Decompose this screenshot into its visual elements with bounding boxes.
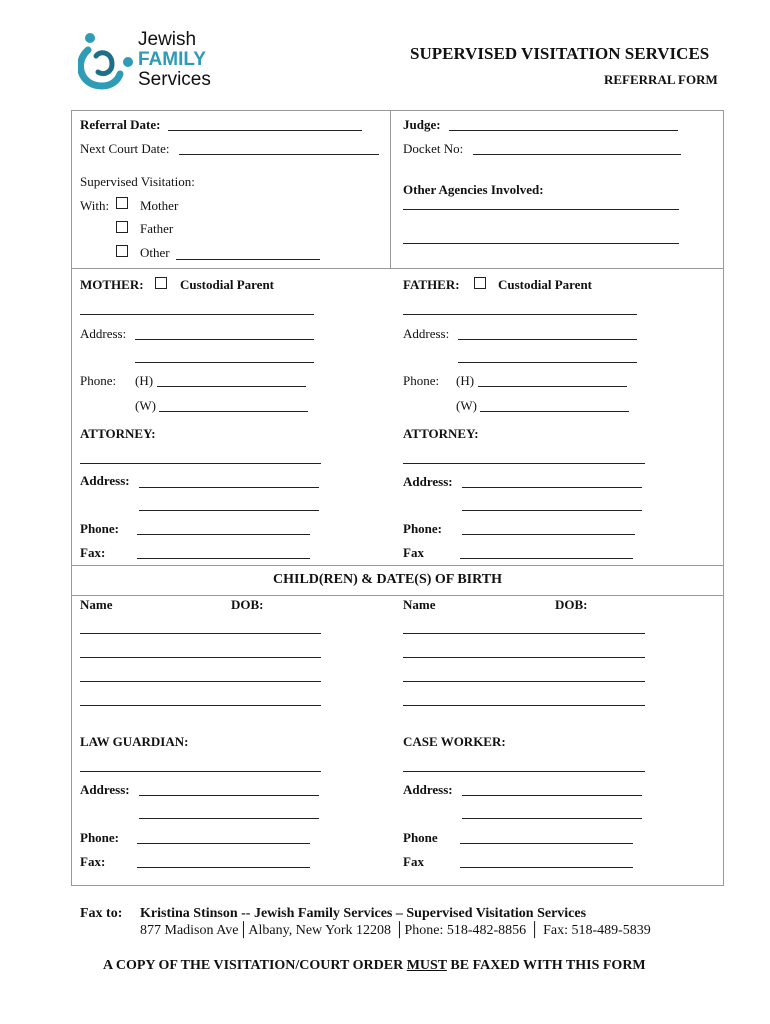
mother-address-field[interactable] [135, 362, 314, 363]
case-worker-field[interactable] [403, 771, 645, 772]
father-attorney-field[interactable] [403, 463, 645, 464]
mother-home-label: (H) [135, 373, 154, 388]
law-guardian-fax-label: Fax: [80, 854, 106, 869]
child-entry-field[interactable] [403, 657, 645, 658]
mother-attorney-fax-field[interactable] [137, 558, 310, 559]
form-title: SUPERVISED VISITATION SERVICES [410, 44, 710, 63]
father-attorney-address-field[interactable] [462, 487, 642, 488]
case-worker-phone-label: Phone [403, 830, 438, 845]
next-court-date-label: Next Court Date: [80, 141, 170, 156]
father-work-phone-field[interactable] [480, 411, 629, 412]
father-home-phone-field[interactable] [478, 386, 627, 387]
father-address-field[interactable] [458, 362, 637, 363]
child-entry-field[interactable] [403, 681, 645, 682]
judge-label: Judge: [403, 117, 441, 132]
father-option-label: Father [140, 221, 174, 236]
judge-field[interactable] [449, 130, 678, 131]
mother-address-label: Address: [80, 326, 127, 341]
mother-attorney-field[interactable] [80, 463, 321, 464]
father-checkbox[interactable] [116, 221, 128, 233]
child-entry-field[interactable] [80, 633, 321, 634]
mother-attorney-label: ATTORNEY: [80, 426, 156, 441]
child-entry-field[interactable] [403, 705, 645, 706]
child-dob-header: DOB: [231, 597, 264, 612]
other-agencies-field[interactable] [403, 243, 679, 244]
child-dob-header: DOB: [555, 597, 588, 612]
other-field[interactable] [176, 259, 320, 260]
case-worker-fax-field[interactable] [460, 867, 633, 868]
mother-attorney-fax-label: Fax: [80, 545, 106, 560]
mother-work-phone-field[interactable] [159, 411, 308, 412]
fax-notice-pre: A COPY OF THE VISITATION/COURT ORDER [103, 958, 407, 973]
mother-attorney-address-field[interactable] [139, 510, 319, 511]
father-address-field[interactable] [458, 339, 637, 340]
docket-no-field[interactable] [473, 154, 681, 155]
mother-address-field[interactable] [135, 339, 314, 340]
other-checkbox[interactable] [116, 245, 128, 257]
mother-work-label: (W) [135, 398, 156, 413]
child-entry-field[interactable] [80, 705, 321, 706]
law-guardian-address-field[interactable] [139, 818, 319, 819]
mother-custodial-label: Custodial Parent [180, 277, 275, 292]
father-attorney-label: ATTORNEY: [403, 426, 479, 441]
case-worker-label: CASE WORKER: [403, 734, 506, 749]
mother-attorney-phone-label: Phone: [80, 521, 119, 536]
father-phone-label: Phone: [403, 373, 440, 388]
mother-label: MOTHER: [80, 277, 144, 292]
referral-date-field[interactable] [168, 130, 362, 131]
case-worker-address-label: Address: [403, 782, 453, 797]
father-custodial-label: Custodial Parent [498, 277, 593, 292]
jfs-logo-mark-icon [78, 28, 136, 92]
child-entry-field[interactable] [80, 657, 321, 658]
mother-option-label: Mother [140, 198, 179, 213]
law-guardian-label: LAW GUARDIAN: [80, 734, 189, 749]
jfs-logo-text [138, 30, 211, 90]
next-court-date-field[interactable] [179, 154, 379, 155]
logo-line3: Services [138, 69, 211, 90]
docket-no-label: Docket No: [403, 141, 464, 156]
fax-recipient: Kristina Stinson -- Jewish Family Services – Supervised Visitation Services [140, 906, 587, 921]
case-worker-fax-label: Fax [403, 854, 424, 869]
supervised-visitation-label: Supervised Visitation: [80, 174, 195, 189]
with-label: With: [80, 198, 110, 213]
father-custodial-checkbox[interactable] [474, 277, 486, 289]
father-address-label: Address: [403, 326, 450, 341]
child-entry-field[interactable] [403, 633, 645, 634]
mother-attorney-phone-field[interactable] [137, 534, 310, 535]
form-subtitle: REFERRAL FORM [604, 72, 718, 87]
jfs-logo [78, 28, 228, 92]
father-attorney-phone-label: Phone: [403, 521, 442, 536]
fax-to-label: Fax to: [80, 906, 123, 921]
father-name-field[interactable] [403, 314, 637, 315]
referral-date-label: Referral Date: [80, 117, 161, 132]
law-guardian-address-field[interactable] [139, 795, 319, 796]
fax-notice-post: BE FAXED WITH THIS FORM [446, 958, 646, 973]
father-attorney-address-field[interactable] [462, 510, 642, 511]
father-work-label: (W) [456, 398, 477, 413]
fax-notice-must: MUST [406, 958, 447, 973]
divider [71, 565, 724, 566]
father-attorney-phone-field[interactable] [462, 534, 635, 535]
law-guardian-field[interactable] [80, 771, 321, 772]
case-worker-address-field[interactable] [462, 818, 642, 819]
father-attorney-address-label: Address: [403, 474, 453, 489]
mother-name-field[interactable] [80, 314, 314, 315]
case-worker-address-field[interactable] [462, 795, 642, 796]
father-attorney-fax-label: Fax [403, 545, 424, 560]
law-guardian-phone-label: Phone: [80, 830, 119, 845]
case-worker-phone-field[interactable] [460, 843, 633, 844]
child-name-header: Name [80, 597, 113, 612]
contact-info: 877 Madison Ave│Albany, New York 12208 │Phone: 518-482-8856 │ Fax: 518-489-5839 [140, 923, 651, 938]
divider [71, 595, 724, 596]
child-entry-field[interactable] [80, 681, 321, 682]
mother-home-phone-field[interactable] [157, 386, 306, 387]
other-agencies-field[interactable] [403, 209, 679, 210]
father-home-label: (H) [456, 373, 475, 388]
father-label: FATHER: [403, 277, 460, 292]
logo-line2: FAMILY [138, 49, 206, 70]
law-guardian-address-label: Address: [80, 782, 130, 797]
mother-attorney-address-label: Address: [80, 473, 130, 488]
other-option-label: Other [140, 245, 170, 260]
father-attorney-fax-field[interactable] [460, 558, 633, 559]
logo-line1: Jewish [138, 29, 197, 50]
law-guardian-phone-field[interactable] [137, 843, 310, 844]
mother-checkbox[interactable] [116, 197, 128, 209]
other-agencies-label: Other Agencies Involved: [403, 182, 544, 197]
mother-attorney-address-field[interactable] [139, 487, 319, 488]
children-heading: CHILD(REN) & DATE(S) OF BIRTH [273, 572, 502, 587]
mother-phone-label: Phone: [80, 373, 117, 388]
mother-custodial-checkbox[interactable] [155, 277, 167, 289]
divider [71, 268, 724, 269]
child-name-header: Name [403, 597, 436, 612]
fax-notice [103, 958, 646, 974]
law-guardian-fax-field[interactable] [137, 867, 310, 868]
divider [390, 110, 391, 268]
